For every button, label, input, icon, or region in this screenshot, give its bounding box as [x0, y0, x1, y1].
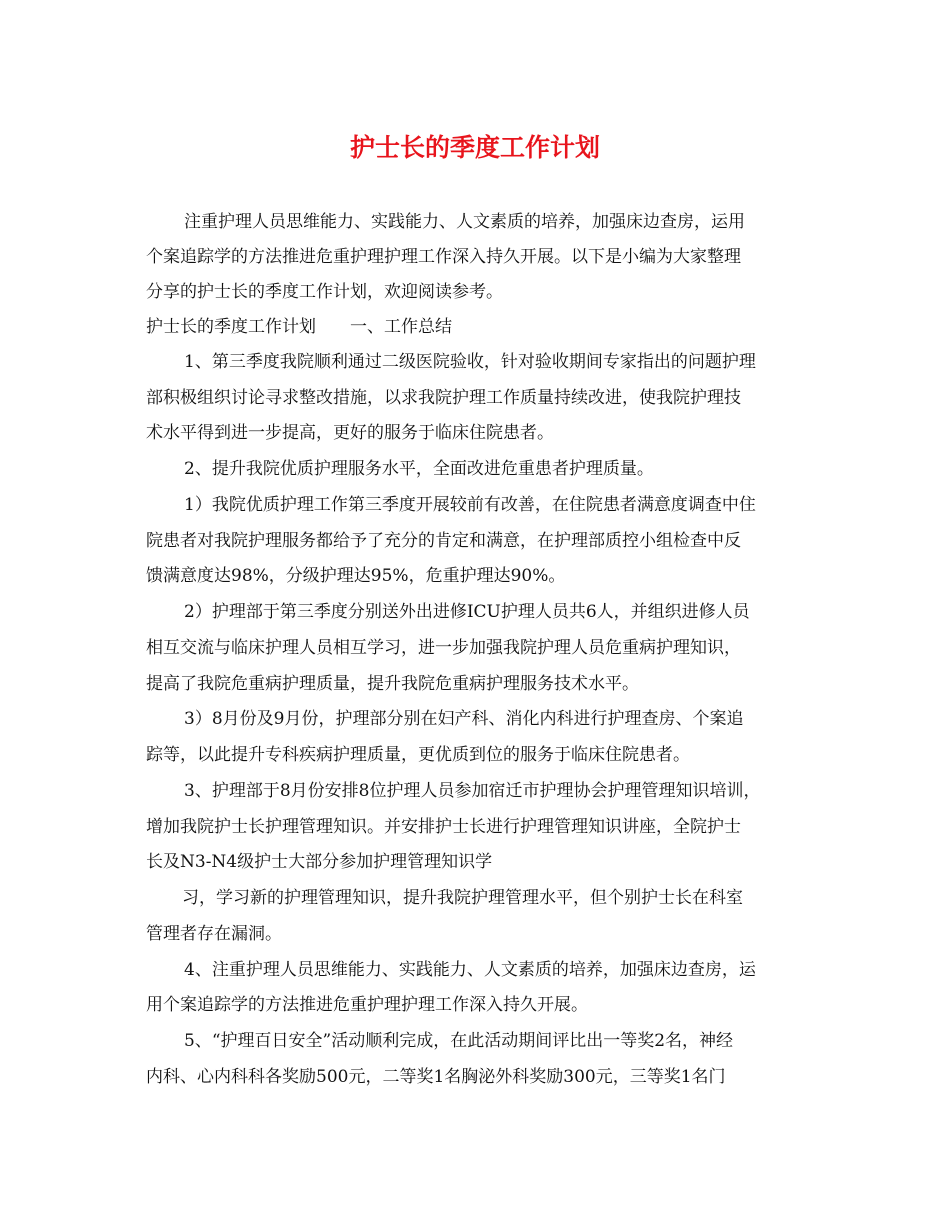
paragraph-line: 3、护理部于8月份安排8位护理人员参加宿迁市护理协会护理管理知识培训， — [184, 781, 761, 801]
paragraph-line: 相互交流与临床护理人员相互学习，进一步加强我院护理人员危重病护理知识， — [146, 638, 741, 658]
paragraph-line: 个案追踪学的方法推进危重护理护理工作深入持久开展。以下是小编为大家整理 — [146, 247, 741, 267]
section-heading-line: 护士长的季度工作计划 一、工作总结 — [146, 317, 452, 337]
paragraph-line: 注重护理人员思维能力、实践能力、人文素质的培养，加强床边查房，运用 — [184, 212, 745, 232]
paragraph-line: 2）护理部于第三季度分别送外出进修ICU护理人员共6人，并组织进修人员 — [184, 602, 750, 622]
paragraph-line: 3）8月份及9月份，护理部分别在妇产科、消化内科进行护理查房、个案追 — [184, 709, 744, 729]
paragraph-line: 增加我院护士长护理管理知识。并安排护士长进行护理管理知识讲座，全院护士 — [146, 817, 741, 837]
paragraph-line: 1）我院优质护理工作第三季度开展较前有改善，在住院患者满意度调查中住 — [184, 495, 756, 515]
document-title: 护士长的季度工作计划 — [349, 133, 600, 162]
paragraph-line: 馈满意度达98%，分级护理达95%，危重护理达90%。 — [146, 566, 566, 586]
paragraph-line: 分享的护士长的季度工作计划，欢迎阅读参考。 — [146, 282, 503, 302]
paragraph-line: 内科、心内科科各奖励500元，二等奖1名胸泌外科奖励300元，三等奖1名门 — [146, 1067, 726, 1087]
paragraph-line: 长及N3-N4级护士大部分参加护理管理知识学 — [146, 852, 493, 872]
paragraph-line: 院患者对我院护理服务都给予了充分的肯定和满意，在护理部质控小组检查中反 — [146, 531, 741, 551]
paragraph-line: 2、提升我院优质护理服务水平，全面改进危重患者护理质量。 — [184, 459, 654, 479]
paragraph-line: 4、注重护理人员思维能力、实践能力、人文素质的培养，加强床边查房，运 — [184, 960, 756, 980]
paragraph-line: 1、第三季度我院顺利通过二级医院验收，针对验收期间专家指出的问题护理 — [184, 352, 756, 372]
paragraph-line: 踪等，以此提升专科疾病护理质量，更优质到位的服务于临床住院患者。 — [146, 745, 690, 765]
paragraph-line: 用个案追踪学的方法推进危重护理护理工作深入持久开展。 — [146, 995, 588, 1015]
paragraph-line: 5、“护理百日安全”活动顺利完成，在此活动期间评比出一等奖2名，神经 — [184, 1031, 734, 1051]
paragraph-line: 管理者存在漏洞。 — [146, 924, 282, 944]
paragraph-line: 部积极组织讨论寻求整改措施，以求我院护理工作质量持续改进，使我院护理技 — [146, 388, 741, 408]
paragraph-line: 习，学习新的护理管理知识，提升我院护理管理水平，但个别护士长在科室 — [182, 888, 743, 908]
paragraph-line: 提高了我院危重病护理质量，提升我院危重病护理服务技术水平。 — [146, 674, 639, 694]
paragraph-line: 术水平得到进一步提高，更好的服务于临床住院患者。 — [146, 423, 554, 443]
